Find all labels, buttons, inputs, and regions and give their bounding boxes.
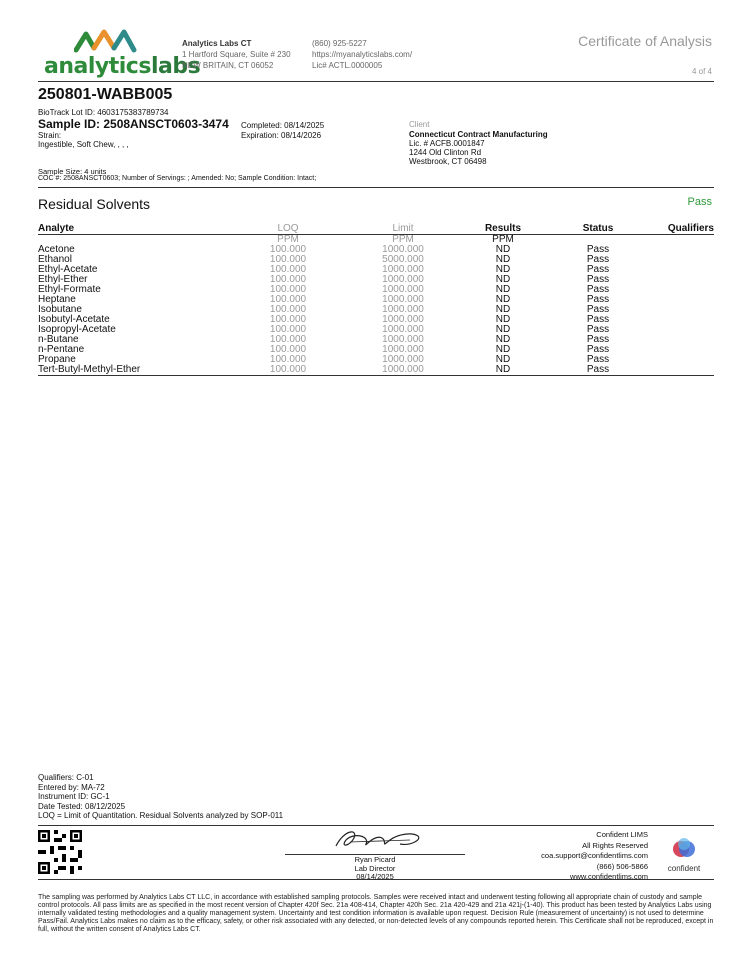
table-row bbox=[38, 295, 714, 305]
instrument-note: Instrument ID: GC-1 bbox=[38, 792, 110, 801]
confident-logo-text: confident bbox=[667, 864, 701, 873]
col-qualifiers: Qualifiers bbox=[638, 222, 714, 235]
signature-icon bbox=[330, 826, 430, 854]
lims-block bbox=[541, 830, 648, 883]
analyte-name: Ethyl-Acetate bbox=[38, 264, 98, 275]
analyte-name: Isobutyl-Acetate bbox=[38, 314, 110, 325]
analyte-name: n-Butane bbox=[38, 334, 79, 345]
analyte-name: Propane bbox=[38, 354, 76, 365]
date-tested-note: Date Tested: 08/12/2025 bbox=[38, 801, 126, 811]
notes-block bbox=[38, 773, 283, 821]
lab-contact-block bbox=[312, 38, 452, 71]
loq-value: 100.000 bbox=[269, 254, 307, 265]
limit-value: 5000.000 bbox=[382, 254, 424, 265]
table-row bbox=[38, 245, 714, 255]
qr-code-icon[interactable] bbox=[38, 830, 82, 874]
analyte-name: Ethyl-Formate bbox=[38, 284, 101, 295]
loq-value: 100.000 bbox=[269, 274, 307, 285]
result-value: ND bbox=[495, 344, 511, 355]
qualifier-value bbox=[638, 325, 714, 335]
table-row bbox=[38, 335, 714, 345]
limit-value: 1000.000 bbox=[382, 354, 424, 365]
header-divider bbox=[38, 81, 714, 82]
result-value: ND bbox=[495, 264, 511, 275]
qualifier-value bbox=[638, 295, 714, 305]
table-row bbox=[38, 285, 714, 295]
result-value: ND bbox=[495, 294, 511, 305]
status-value: Pass bbox=[586, 324, 610, 335]
col-loq: LOQ bbox=[218, 222, 358, 235]
biotrack-lot-id: BioTrack Lot ID: 4603175383789734 bbox=[38, 108, 169, 117]
status-value: Pass bbox=[586, 334, 610, 345]
result-value: ND bbox=[448, 365, 558, 376]
loq-value: 100.000 bbox=[269, 334, 307, 345]
result-value: ND bbox=[495, 324, 511, 335]
confident-logo-icon bbox=[672, 837, 696, 861]
signatory-name: Ryan Picard bbox=[354, 855, 396, 864]
limit-value: 1000.000 bbox=[382, 274, 424, 285]
limit-value: 1000.000 bbox=[382, 324, 424, 335]
lab-license: Lic# ACTL.0000005 bbox=[312, 61, 383, 70]
loq-note: LOQ = Limit of Quantitation. Residual Solvents analyzed by SOP-011 bbox=[38, 811, 284, 820]
table-units-row bbox=[38, 235, 714, 246]
confident-logo bbox=[662, 837, 706, 873]
limit-value: 1000.000 bbox=[382, 244, 424, 255]
result-value: ND bbox=[495, 304, 511, 315]
status-value: Pass bbox=[586, 294, 610, 305]
footer-divider bbox=[38, 879, 714, 880]
loq-value: 100.000 bbox=[269, 264, 307, 275]
status-value: Pass bbox=[586, 274, 610, 285]
result-value: ND bbox=[495, 274, 511, 285]
status-value: Pass bbox=[586, 344, 610, 355]
qualifier-value bbox=[638, 345, 714, 355]
limit-value: 1000.000 bbox=[358, 365, 448, 376]
col-limit: Limit bbox=[358, 222, 448, 235]
loq-value: 100.000 bbox=[269, 354, 307, 365]
client-address1: 1244 Old Clinton Rd bbox=[409, 148, 482, 157]
loq-value: 100.000 bbox=[269, 284, 307, 295]
qualifier-value bbox=[638, 365, 714, 376]
lab-phone: (860) 925-5227 bbox=[312, 39, 367, 48]
section-result-badge: Pass bbox=[687, 196, 712, 208]
unit-results: PPM bbox=[492, 234, 514, 245]
logo-peaks-icon bbox=[74, 28, 144, 54]
section-title: Residual Solvents bbox=[38, 196, 151, 212]
loq-value: 100.000 bbox=[269, 324, 307, 335]
completed-date: Completed: 08/14/2025 bbox=[241, 121, 325, 130]
table-row bbox=[38, 275, 714, 285]
qualifier-value bbox=[638, 305, 714, 315]
lab-url[interactable]: https://myanalyticslabs.com/ bbox=[312, 50, 413, 59]
qualifier-value bbox=[638, 265, 714, 275]
lab-address1: 1 Hartford Square, Suite # 230 bbox=[182, 50, 291, 59]
analyte-name: Isopropyl-Acetate bbox=[38, 324, 116, 335]
client-license: Lic. # ACFB.0001847 bbox=[409, 139, 485, 148]
results-table bbox=[38, 222, 714, 376]
signature-date: 08/14/2025 bbox=[356, 872, 394, 881]
logo-text-analytics: analytics bbox=[44, 54, 151, 79]
qualifier-value bbox=[638, 315, 714, 325]
status-value: Pass bbox=[586, 264, 610, 275]
status-value: Pass bbox=[586, 314, 610, 325]
page-number: 4 of 4 bbox=[691, 67, 712, 76]
result-value: ND bbox=[495, 244, 511, 255]
loq-value: 100.000 bbox=[269, 294, 307, 305]
analyte-name: Ethyl-Ether bbox=[38, 274, 88, 285]
lab-logo bbox=[44, 28, 201, 82]
loq-value: 100.000 bbox=[269, 314, 307, 325]
limit-value: 1000.000 bbox=[382, 284, 424, 295]
qualifier-value bbox=[638, 285, 714, 295]
lab-address2: NEW BRITAIN, CT 06052 bbox=[182, 61, 274, 70]
col-analyte: Analyte bbox=[38, 222, 218, 235]
status-value: Pass bbox=[558, 365, 638, 376]
result-value: ND bbox=[495, 284, 511, 295]
table-row bbox=[38, 315, 714, 325]
status-value: Pass bbox=[586, 354, 610, 365]
signatory-title: Lab Director bbox=[354, 863, 396, 873]
result-value: ND bbox=[495, 314, 511, 325]
signatory-block bbox=[285, 856, 465, 882]
client-name: Connecticut Contract Manufacturing bbox=[409, 130, 548, 139]
sample-divider bbox=[38, 187, 714, 188]
sample-type: Ingestible, Soft Chew, , , , bbox=[38, 140, 129, 149]
analyte-name: n-Pentane bbox=[38, 344, 85, 355]
qualifier-value bbox=[638, 275, 714, 285]
table-row bbox=[38, 325, 714, 335]
col-status: Status bbox=[558, 222, 638, 235]
lab-name: Analytics Labs CT bbox=[182, 39, 252, 48]
status-value: Pass bbox=[586, 244, 610, 255]
status-value: Pass bbox=[586, 284, 610, 295]
qualifier-value bbox=[638, 335, 714, 345]
result-value: ND bbox=[495, 354, 511, 365]
loq-value: 100.000 bbox=[269, 344, 307, 355]
qualifier-value bbox=[638, 245, 714, 255]
disclaimer: The sampling was performed by Analytics Labs CT LLC, in accordance with established sampling protocols. Samples were received intact and underwent testing following all appropriate chain of custody and sample control protocols. All pass limits are as specified in the most recent version of Chapter 420f Sec. 21a 408-414, Chapter 420h Sec. 21a 420-429 and 21a 421j-(1-40). This product has been tested by Analytics Labs using internally validated testing methodologies and a quality management system. Uncertainty and test condition information is available upon request. Decision Rule (measurement of uncertainty) is not used to determine Pass/Fail. Analytics Labs makes no claim as to the efficacy, safety, or other risk associated with any detected, or non-detected levels of any compounds reported herein. This Certificate shall not be reproduced, except in full, without the written consent of Analytics Labs CT. bbox=[38, 894, 714, 933]
document-title: Certificate of Analysis bbox=[578, 33, 712, 49]
sample-id: Sample ID: 2508ANSCT0603-3474 bbox=[38, 117, 229, 131]
limit-value: 1000.000 bbox=[382, 294, 424, 305]
qualifier-value bbox=[638, 355, 714, 365]
limit-value: 1000.000 bbox=[382, 344, 424, 355]
unit-loq: PPM bbox=[277, 234, 299, 245]
limit-value: 1000.000 bbox=[382, 314, 424, 325]
col-results: Results bbox=[448, 222, 558, 235]
lims-phone: (866) 506-5866 bbox=[596, 861, 648, 871]
lims-email[interactable]: coa.support@confidentlims.com bbox=[541, 851, 648, 860]
loq-value: 100.000 bbox=[269, 244, 307, 255]
loq-value: 100.000 bbox=[269, 304, 307, 315]
batch-id: 250801-WABB005 bbox=[38, 86, 173, 103]
limit-value: 1000.000 bbox=[382, 334, 424, 345]
analyte-name: Ethanol bbox=[38, 254, 72, 265]
lims-name: Confident LIMS bbox=[596, 830, 648, 839]
status-value: Pass bbox=[586, 304, 610, 315]
qualifiers-note: Qualifiers: C-01 bbox=[38, 773, 94, 782]
qualifier-value bbox=[638, 255, 714, 265]
analyte-name: Isobutane bbox=[38, 304, 82, 315]
unit-limit: PPM bbox=[392, 234, 414, 245]
table-row bbox=[38, 265, 714, 275]
entered-by-note: Entered by: MA-72 bbox=[38, 782, 105, 792]
loq-value: 100.000 bbox=[218, 365, 358, 376]
client-address2: Westbrook, CT 06498 bbox=[409, 157, 487, 166]
table-header-row bbox=[38, 222, 714, 235]
coc-line: COC #: 2508ANSCT0603; Number of Servings: ; Amended: No; Sample Condition: Intact; bbox=[38, 175, 317, 182]
expiration-date: Expiration: 08/14/2026 bbox=[241, 131, 322, 140]
result-value: ND bbox=[495, 254, 511, 265]
table-row bbox=[38, 305, 714, 315]
limit-value: 1000.000 bbox=[382, 304, 424, 315]
analyte-name: Acetone bbox=[38, 244, 75, 255]
status-value: Pass bbox=[586, 254, 610, 265]
result-value: ND bbox=[495, 334, 511, 345]
analyte-name: Tert-Butyl-Methyl-Ether bbox=[38, 365, 218, 376]
logo-text-labs: labs bbox=[150, 54, 201, 79]
client-label: Client bbox=[409, 120, 430, 129]
strain-label: Strain: bbox=[38, 131, 62, 140]
table-row bbox=[38, 255, 714, 265]
limit-value: 1000.000 bbox=[382, 264, 424, 275]
table-row bbox=[38, 365, 714, 376]
lims-rights: All Rights Reserved bbox=[582, 840, 648, 850]
lims-url[interactable]: www.confidentlims.com bbox=[570, 872, 648, 881]
table-row bbox=[38, 345, 714, 355]
lab-address-block bbox=[182, 38, 312, 71]
sample-size: Sample Size: 4 units bbox=[38, 167, 107, 176]
analyte-name: Heptane bbox=[38, 294, 76, 305]
